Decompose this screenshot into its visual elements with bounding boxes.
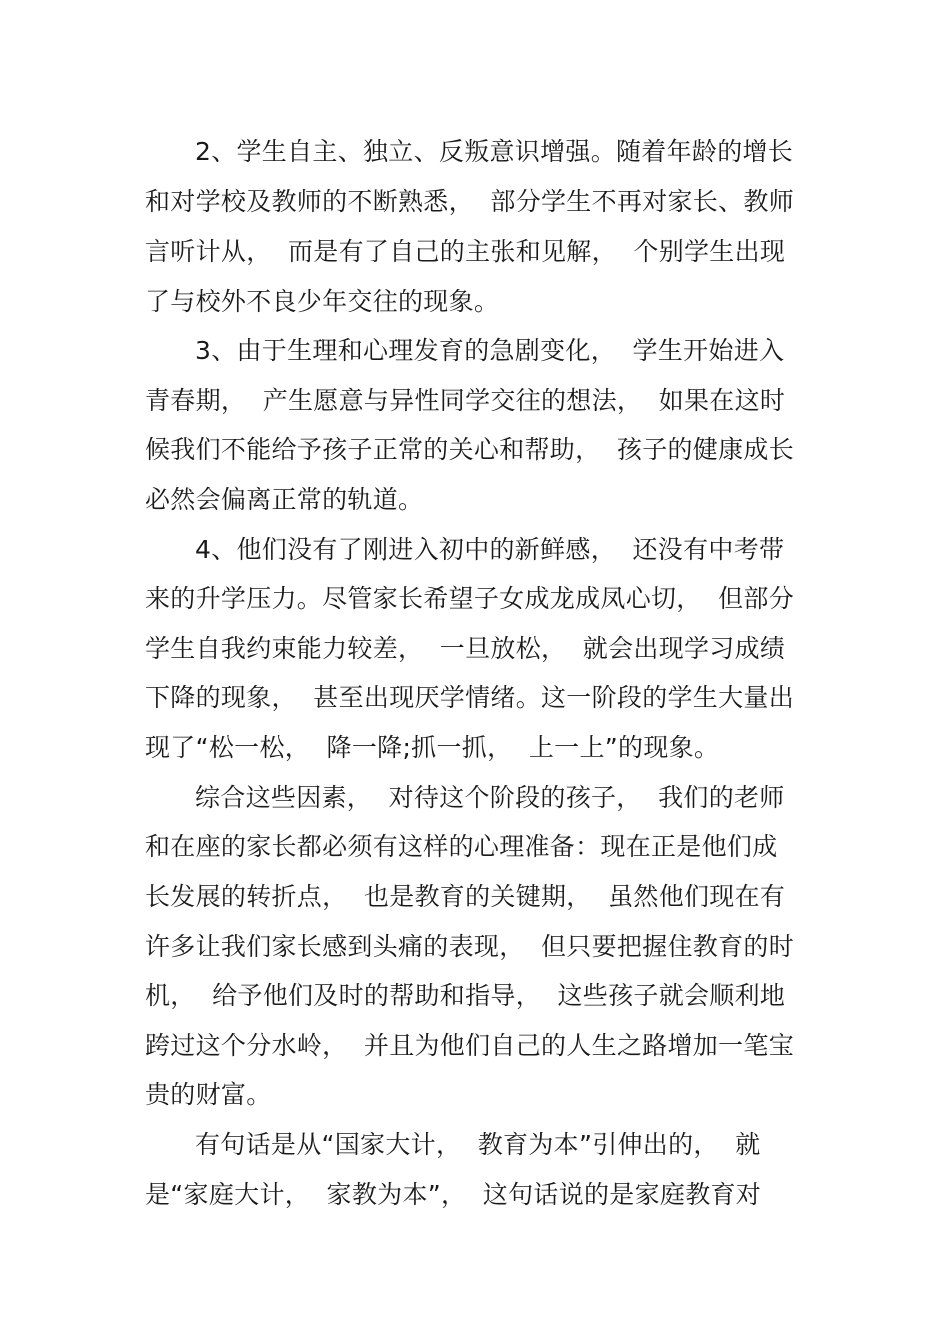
text-line: 学生自我约束能力较差， 一旦放松， 就会出现学习成绩 [145,634,786,663]
text-line: 长发展的转折点， 也是教育的关键期， 虽然他们现在有 [145,882,786,911]
text-line: 机， 给予他们及时的帮助和指导， 这些孩子就会顺利地 [145,981,786,1010]
text-line: 有句话是从“国家大计， 教育为本”引伸出的， 就 [195,1130,761,1159]
text-line: 许多让我们家长感到头痛的表现， 但只要把握住教育的时 [145,932,794,961]
text-line: 候我们不能给予孩子正常的关心和帮助， 孩子的健康成长 [145,435,794,464]
text-line: 3、由于生理和心理发育的急剧变化， 学生开始进入 [195,336,785,365]
text-line: 和在座的家长都必须有这样的心理准备：现在正是他们成 [145,832,778,861]
text-line: 是“家庭大计， 家教为本”， 这句话说的是家庭教育对 [145,1180,762,1209]
text-line: 综合这些因素， 对待这个阶段的孩子， 我们的老师 [195,783,785,812]
text-line: 贵的财富。 [145,1080,272,1109]
text-line: 青春期， 产生愿意与异性同学交往的想法， 如果在这时 [145,386,786,415]
text-line: 了与校外不良少年交往的现象。 [145,287,500,316]
text-line: 跨过这个分水岭， 并且为他们自己的人生之路增加一笔宝 [145,1031,794,1060]
text-line: 2、学生自主、独立、反叛意识增强。随着年龄的增长 [195,137,794,166]
text-line: 来的升学压力。尽管家长希望子女成龙成凤心切， 但部分 [145,584,794,613]
text-line: 现了“松一松， 降一降;抓一抓， 上一上”的现象。 [145,733,720,762]
text-line: 和对学校及教师的不断熟悉， 部分学生不再对家长、教师 [145,187,794,216]
text-line: 必然会偏离正常的轨道。 [145,485,424,514]
text-line: 言听计从， 而是有了自己的主张和见解， 个别学生出现 [145,237,786,266]
text-line: 4、他们没有了刚进入初中的新鲜感， 还没有中考带 [195,535,785,564]
text-line: 下降的现象， 甚至出现厌学情绪。这一阶段的学生大量出 [145,683,794,712]
